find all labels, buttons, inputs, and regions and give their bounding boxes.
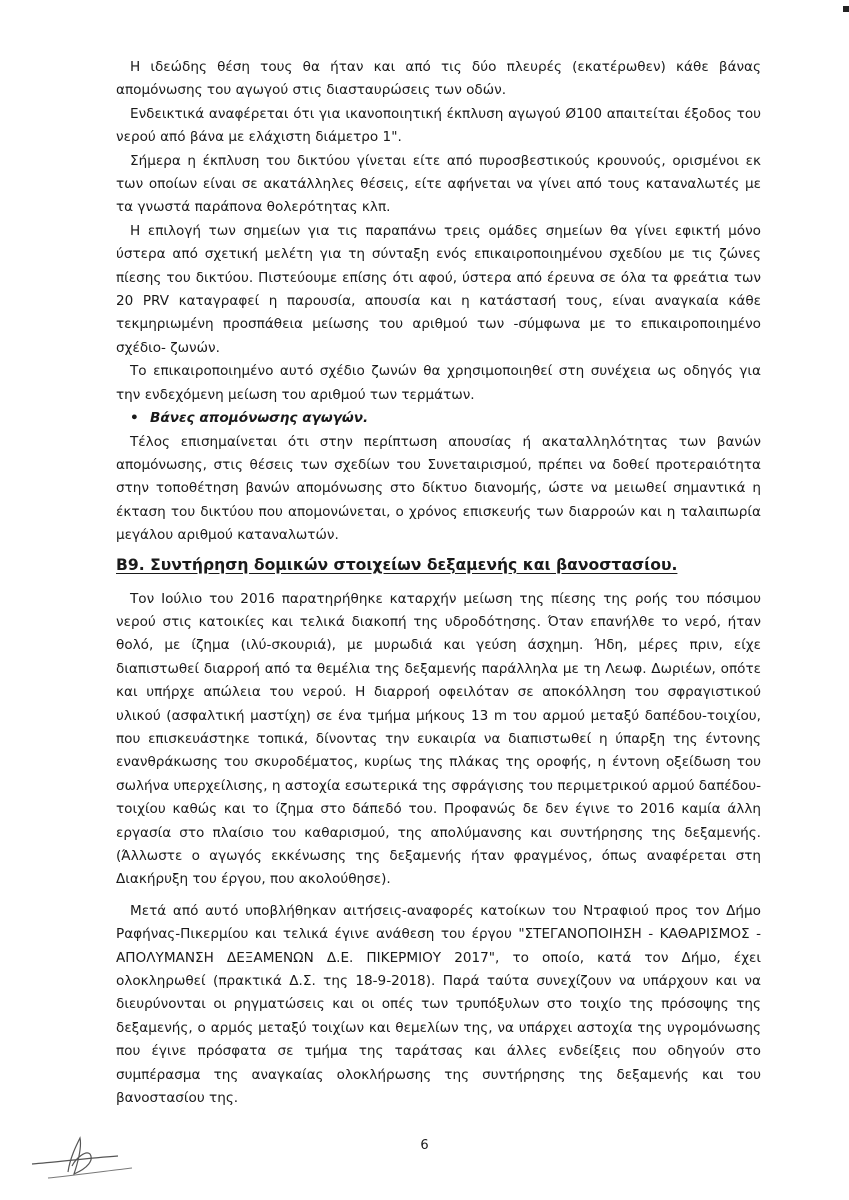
bullet-marker: • [130,410,139,427]
paragraph-after-requests: Μετά από αυτό υποβλήθηκαν αιτήσεις-αναφορές κατοίκων του Ντραφιού προς τον Δήμο Ραφήνας-Πικερμίου και τελικά έγινε ανάθεση του έργου "ΣΤΕΓΑΝΟΠΟΙΗΣΗ - ΚΑΘΑΡΙΣΜΟΣ - ΑΠΟΛΥΜΑΝΣΗ ΔΕΞΑΜΕΝΩΝ Δ.Ε. ΠΙΚΕΡΜΙΟΥ 2017", το οποίο, κατά τον Δήμο, έχει ολοκληρωθεί (πρακτικά Δ.Σ. της 18-9-2018). Παρά ταύτα συνεχίζουν να υπάρχουν και να διευρύνονται οι ρηγματώσεις και οι οπές των τρυπόξυλων στο τοιχίο της πρόσοψης της δεξαμενής, ο αρμός μεταξύ τοιχίων και θεμελίων της, να υπάρχει αστοχία της υγρομόνωσης που έγινε πρόσφατα σε τμήμα της ταράτσας και άλλες ενδείξεις που οδηγούν στο συμπέρασμα της αναγκαίας ολοκλήρωσης της συντήρησης της δεξαμενής και του βανοστασίου της. [116,902,761,1107]
paragraph-current-flushing: Σήμερα η έκπλυση του δικτύου γίνεται είτε από πυροσβεστικούς κρουνούς, ορισμένοι εκ των οποίων είναι σε ακατάλληλες θέσεις, είτε αφήνεται να γίνει από τους καταναλωτές με τα γνωστά παράπονα θολερότητας κλπ. [116,152,761,216]
page-content [116,56,761,1110]
paragraph-july-2016: Τον Ιούλιο του 2016 παρατηρήθηκε καταρχήν μείωση της πίεσης της ροής του πόσιμου νερού στις κατοικίες και τελικά διακοπή της υδροδότησης. Όταν επανήλθε το νερό, ήταν θολό, με ίζημα (ιλύ-σκουριά), με μυρωδιά και γεύση άσχημη. Ήδη, μέρες πριν, είχε διαπιστωθεί διαρροή από τα θεμέλια της δεξαμενής παράλληλα με τη Λεωφ. Δωριέων, οπότε και υπήρχε απώλεια του νερού. Η διαρροή οφειλόταν σε αποκόλληση του σφραγιστικού υλικού (ασφαλτική μαστίχη) σε ένα τμήμα μήκους 13 m του αρμού μεταξύ δαπέδου-τοιχίου, που επισκευάστηκε τοπικά, δίνοντας την ευκαιρία να διαπιστωθεί η ύπαρξη της έντονης ενανθράκωσης του σκυροδέματος, κυρίως της πλάκας της οροφής, η έντονη οξείδωση του σωλήνα υπερχείλισης, η αστοχία εσωτερικά της σφράγισης του περιμετρικού αρμού δαπέδου-τοιχίου καθώς και το ίζημα στο δάπεδό του. Προφανώς δε δεν έγινε το 2016 καμία άλλη εργασία στο πλαίσιο του καθαρισμού, της απολύμανσης και συντήρησης της δεξαμενής. (Άλλωστε ο αγωγός εκκένωσης της δεξαμενής ήταν φραγμένος, όπως αναφέρεται στη Διακήρυξη του έργου, που ακολούθησε). [116,590,761,888]
page-number: 6 [420,1138,429,1153]
bullet-isolation-valves [116,407,761,430]
paragraph-valve-priority: Τέλος επισημαίνεται ότι στην περίπτωση απουσίας ή ακαταλληλότητας των βανών απομόνωσης, στις θέσεις των σχεδίων του Συνεταιρισμού, πρέπει να δοθεί προτεραιότητα στην τοποθέτηση βανών απομόνωσης στο δίκτυο διανομής, ώστε να μειωθεί σημαντικά η έκταση του δικτύου που απομονώνεται, ο χρόνος επισκευής των διαρροών και η ταλαιπωρία μεγάλου αριθμού καταναλωτών. [116,433,761,544]
paragraph-point-selection: Η επιλογή των σημείων για τις παραπάνω τρεις ομάδες σημείων θα γίνει εφικτή μόνο ύστερα από σχετική μελέτη για τη σύνταξη ενός επικαιροποιημένου σχεδίου με τις ζώνες πίεσης του δικτύου. Πιστεύουμε επίσης ότι αφού, ύστερα από έρευνα σε όλα τα φρεάτια των 20 PRV καταγραφεί η παρουσία, απουσία και η κατάστασή τους, είναι αναγκαία κάθε τεκμηριωμένη προσπάθεια μείωσης του αριθμού των -σύμφωνα με το επικαιροποιημένο σχέδιο- ζωνών. [116,222,761,356]
section-heading-b9: Β9. Συντήρηση δομικών στοιχείων δεξαμενής και βανοστασίου. [116,555,678,574]
signature-mark [28,1128,148,1188]
bullet-text: Βάνες απομόνωσης αγωγών. [150,410,369,427]
paragraph-zone-plan: Το επικαιροποιημένο αυτό σχέδιο ζωνών θα χρησιμοποιηθεί στη συνέχεια ως οδηγός για την ενδεχόμενη μείωση του αριθμού των τερμάτων. [116,363,761,403]
scan-corner-mark [843,6,849,12]
paragraph-flushing-diameter: Ενδεικτικά αναφέρεται ότι για ικανοποιητική έκπλυση αγωγού Ø100 απαιτείται έξοδος του νερού από βάνα με ελάχιστη διάμετρο 1". [116,105,761,146]
paragraph-ideal-position: Η ιδεώδης θέση τους θα ήταν και από τις δύο πλευρές (εκατέρωθεν) κάθε βάνας απομόνωσης του αγωγού στις διασταυρώσεις των οδών. [116,59,761,99]
